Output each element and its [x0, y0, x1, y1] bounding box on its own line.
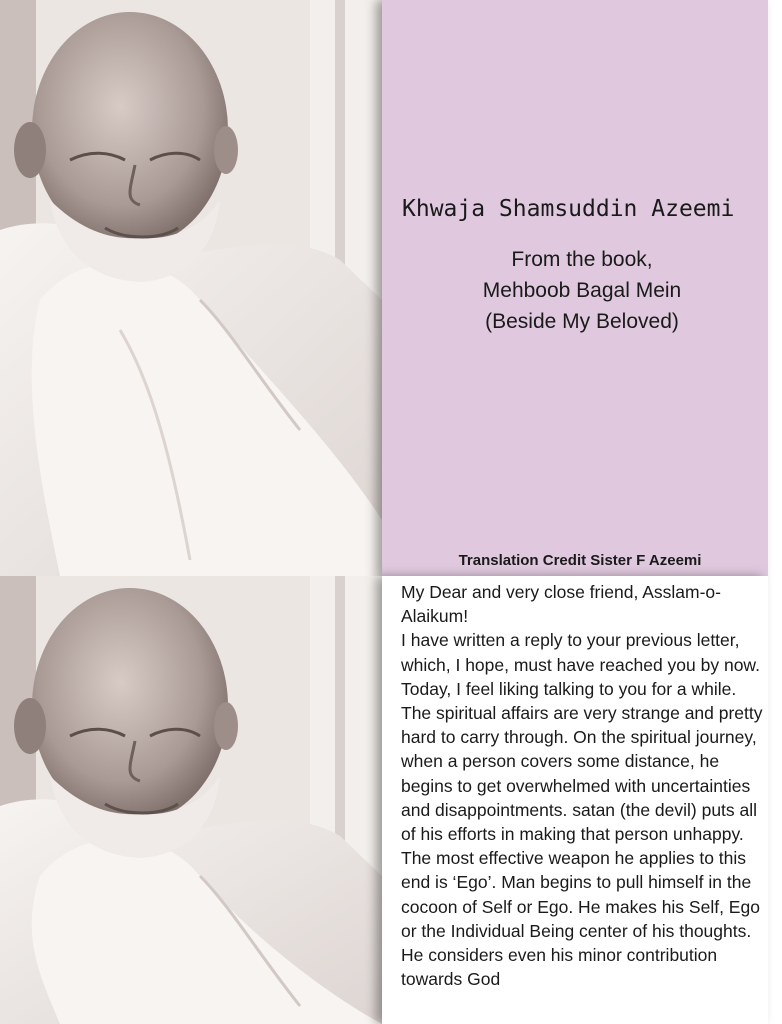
elderly-man-portrait-icon	[0, 576, 382, 1024]
title-panel	[382, 0, 768, 576]
translation-credit: Translation Credit Sister F Azeemi	[458, 552, 702, 569]
letter-text	[401, 580, 763, 991]
subtitle-line-1: From the book,	[511, 248, 653, 271]
letter-greeting: My Dear and very close friend, Asslam-o-Alaikum!	[401, 582, 721, 627]
portrait-photo	[0, 576, 382, 1024]
subtitle-line-3: (Beside My Beloved)	[485, 310, 679, 333]
page-title: Khwaja Shamsuddin Azeemi	[402, 196, 735, 222]
letter-panel	[382, 576, 768, 1024]
letter-slide	[0, 576, 768, 1024]
portrait-photo	[0, 0, 382, 576]
letter-body: I have written a reply to your previous letter, which, I hope, must have reached you by now. Today, I feel liking talking to you for a while. The spiritual affairs are very strange and pretty hard to carry through. On the spiritual journey, when a person covers some distance, he begins to get overwhelmed with uncertainties and disappointments. satan (the devil) puts all of his efforts in making that person unhappy. The most effective weapon he applies to this end is ‘Ego’. Man begins to pull himself in the cocoon of Self or Ego. He makes his Self, Ego or the Individual Being center of his thoughts. He considers even his minor contribution towards God	[401, 630, 763, 990]
subtitle-line-2: Mehboob Bagal Mein	[482, 279, 682, 302]
elderly-man-portrait-icon	[0, 0, 382, 576]
